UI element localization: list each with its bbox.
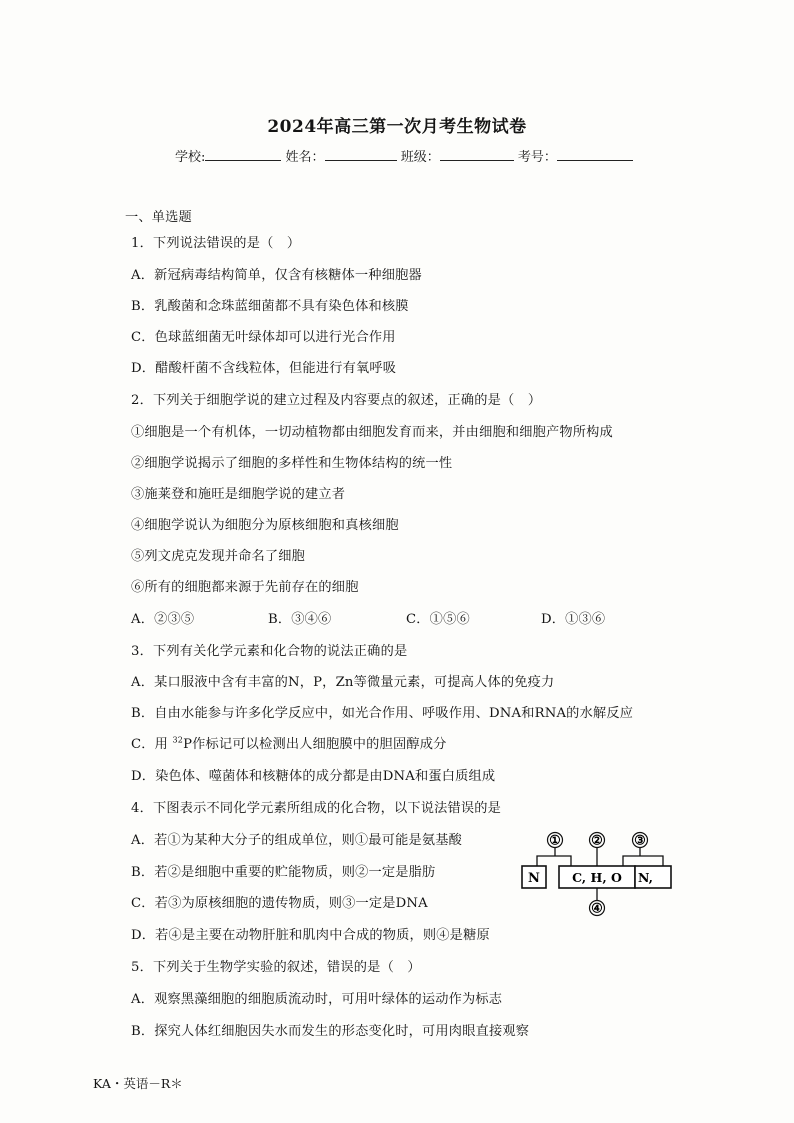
school-blank	[205, 148, 281, 161]
label-2: ②	[591, 833, 603, 849]
q2-statement-5: ⑤列文虎克发现并命名了细胞	[131, 549, 306, 564]
element-compound-diagram	[515, 826, 677, 918]
section-heading: 一、单选题	[125, 210, 192, 225]
q2-statement-6: ⑥所有的细胞都来源于先前存在的细胞	[131, 580, 359, 595]
q2-statement-3: ③施莱登和施旺是细胞学说的建立者	[131, 487, 346, 502]
q3-option-a: A．某口服液中含有丰富的N，P，Zn等微量元素，可提高人体的免疫力	[131, 675, 555, 690]
q1-option-a: A．新冠病毒结构简单，仅含有核糖体一种细胞器	[131, 268, 422, 283]
q1-option-d: D．醋酸杆菌不含线粒体，但能进行有氧呼吸	[131, 361, 397, 376]
name-blank	[325, 148, 397, 161]
q3-option-d: D．染色体、噬菌体和核糖体的成分都是由DNA和蛋白质组成	[131, 769, 496, 784]
q3-option-c-superscript: 32	[172, 735, 184, 745]
q4-option-c: C．若③为原核细胞的遗传物质，则③一定是DNA	[131, 896, 428, 911]
q2-option-a: A．②③⑤	[131, 612, 195, 627]
bracket-3	[623, 856, 663, 866]
q2-option-d: D．①③⑥	[541, 612, 606, 627]
label-3: ③	[634, 833, 646, 849]
exam-no-label: 考号：	[517, 150, 557, 165]
class-blank	[440, 148, 514, 161]
box-cho-text: C, H, O	[572, 870, 622, 885]
label-1: ①	[549, 833, 561, 849]
page-title: 2024年高三第一次月考生物试卷	[267, 117, 527, 137]
q2-option-c: C．①⑤⑥	[406, 612, 470, 627]
exam-no-blank	[557, 148, 633, 161]
q4-stem: 4．下图表示不同化学元素所组成的化合物，以下说法错误的是	[131, 801, 502, 816]
q2-stem: 2．下列关于细胞学说的建立过程及内容要点的叙述，正确的是（ ）	[131, 393, 542, 408]
q2-statement-2: ②细胞学说揭示了细胞的多样性和生物体结构的统一性	[131, 456, 453, 471]
q3-option-c-prefix: C．用	[131, 737, 173, 752]
school-label: 学校:	[175, 150, 206, 165]
student-info-row	[175, 146, 633, 165]
q5-option-b: B．探究人体红细胞因失水而发生的形态变化时，可用肉眼直接观察	[131, 1024, 530, 1039]
q2-option-b: B．③④⑥	[268, 612, 332, 627]
q2-statement-1: ①细胞是一个有机体，一切动植物都由细胞发育而来，并由细胞和细胞产物所构成	[131, 425, 613, 440]
q5-stem: 5．下列关于生物学实验的叙述，错误的是（ ）	[131, 960, 421, 975]
q4-option-d: D．若④是主要在动物肝脏和肌肉中合成的物质，则④是糖原	[131, 928, 490, 943]
box-n-text: N	[528, 871, 540, 886]
q2-statement-4: ④细胞学说认为细胞分为原核细胞和真核细胞	[131, 518, 399, 533]
q3-option-b: B．自由水能参与许多化学反应中，如光合作用、呼吸作用、DNA和RNA的水解反应	[131, 706, 634, 721]
q5-option-a: A．观察黑藻细胞的细胞质流动时，可用叶绿体的运动作为标志	[131, 992, 503, 1007]
q4-option-b: B．若②是细胞中重要的贮能物质，则②一定是脂肪	[131, 865, 436, 880]
page-footer: KA・英语－R＊	[93, 1076, 183, 1091]
label-4: ④	[591, 901, 603, 917]
q4-option-a: A．若①为某种大分子的组成单位，则①最可能是氨基酸	[131, 833, 463, 848]
q2-options-row	[131, 608, 731, 628]
q3-stem: 3．下列有关化学元素和化合物的说法正确的是	[131, 644, 408, 659]
box-n2-text: N,	[638, 870, 653, 885]
bracket-1	[537, 856, 571, 866]
q1-option-c: C．色球蓝细菌无叶绿体却可以进行光合作用	[131, 330, 396, 345]
class-label: 班级：	[400, 150, 440, 165]
name-label: 姓名：	[285, 150, 325, 165]
q1-stem: 1．下列说法错误的是（ ）	[131, 236, 301, 251]
q3-option-c	[131, 733, 447, 752]
q3-option-c-text: P作标记可以检测出人细胞膜中的胆固醇成分	[183, 737, 447, 752]
q1-option-b: B．乳酸菌和念珠蓝细菌都不具有染色体和核膜	[131, 299, 409, 314]
